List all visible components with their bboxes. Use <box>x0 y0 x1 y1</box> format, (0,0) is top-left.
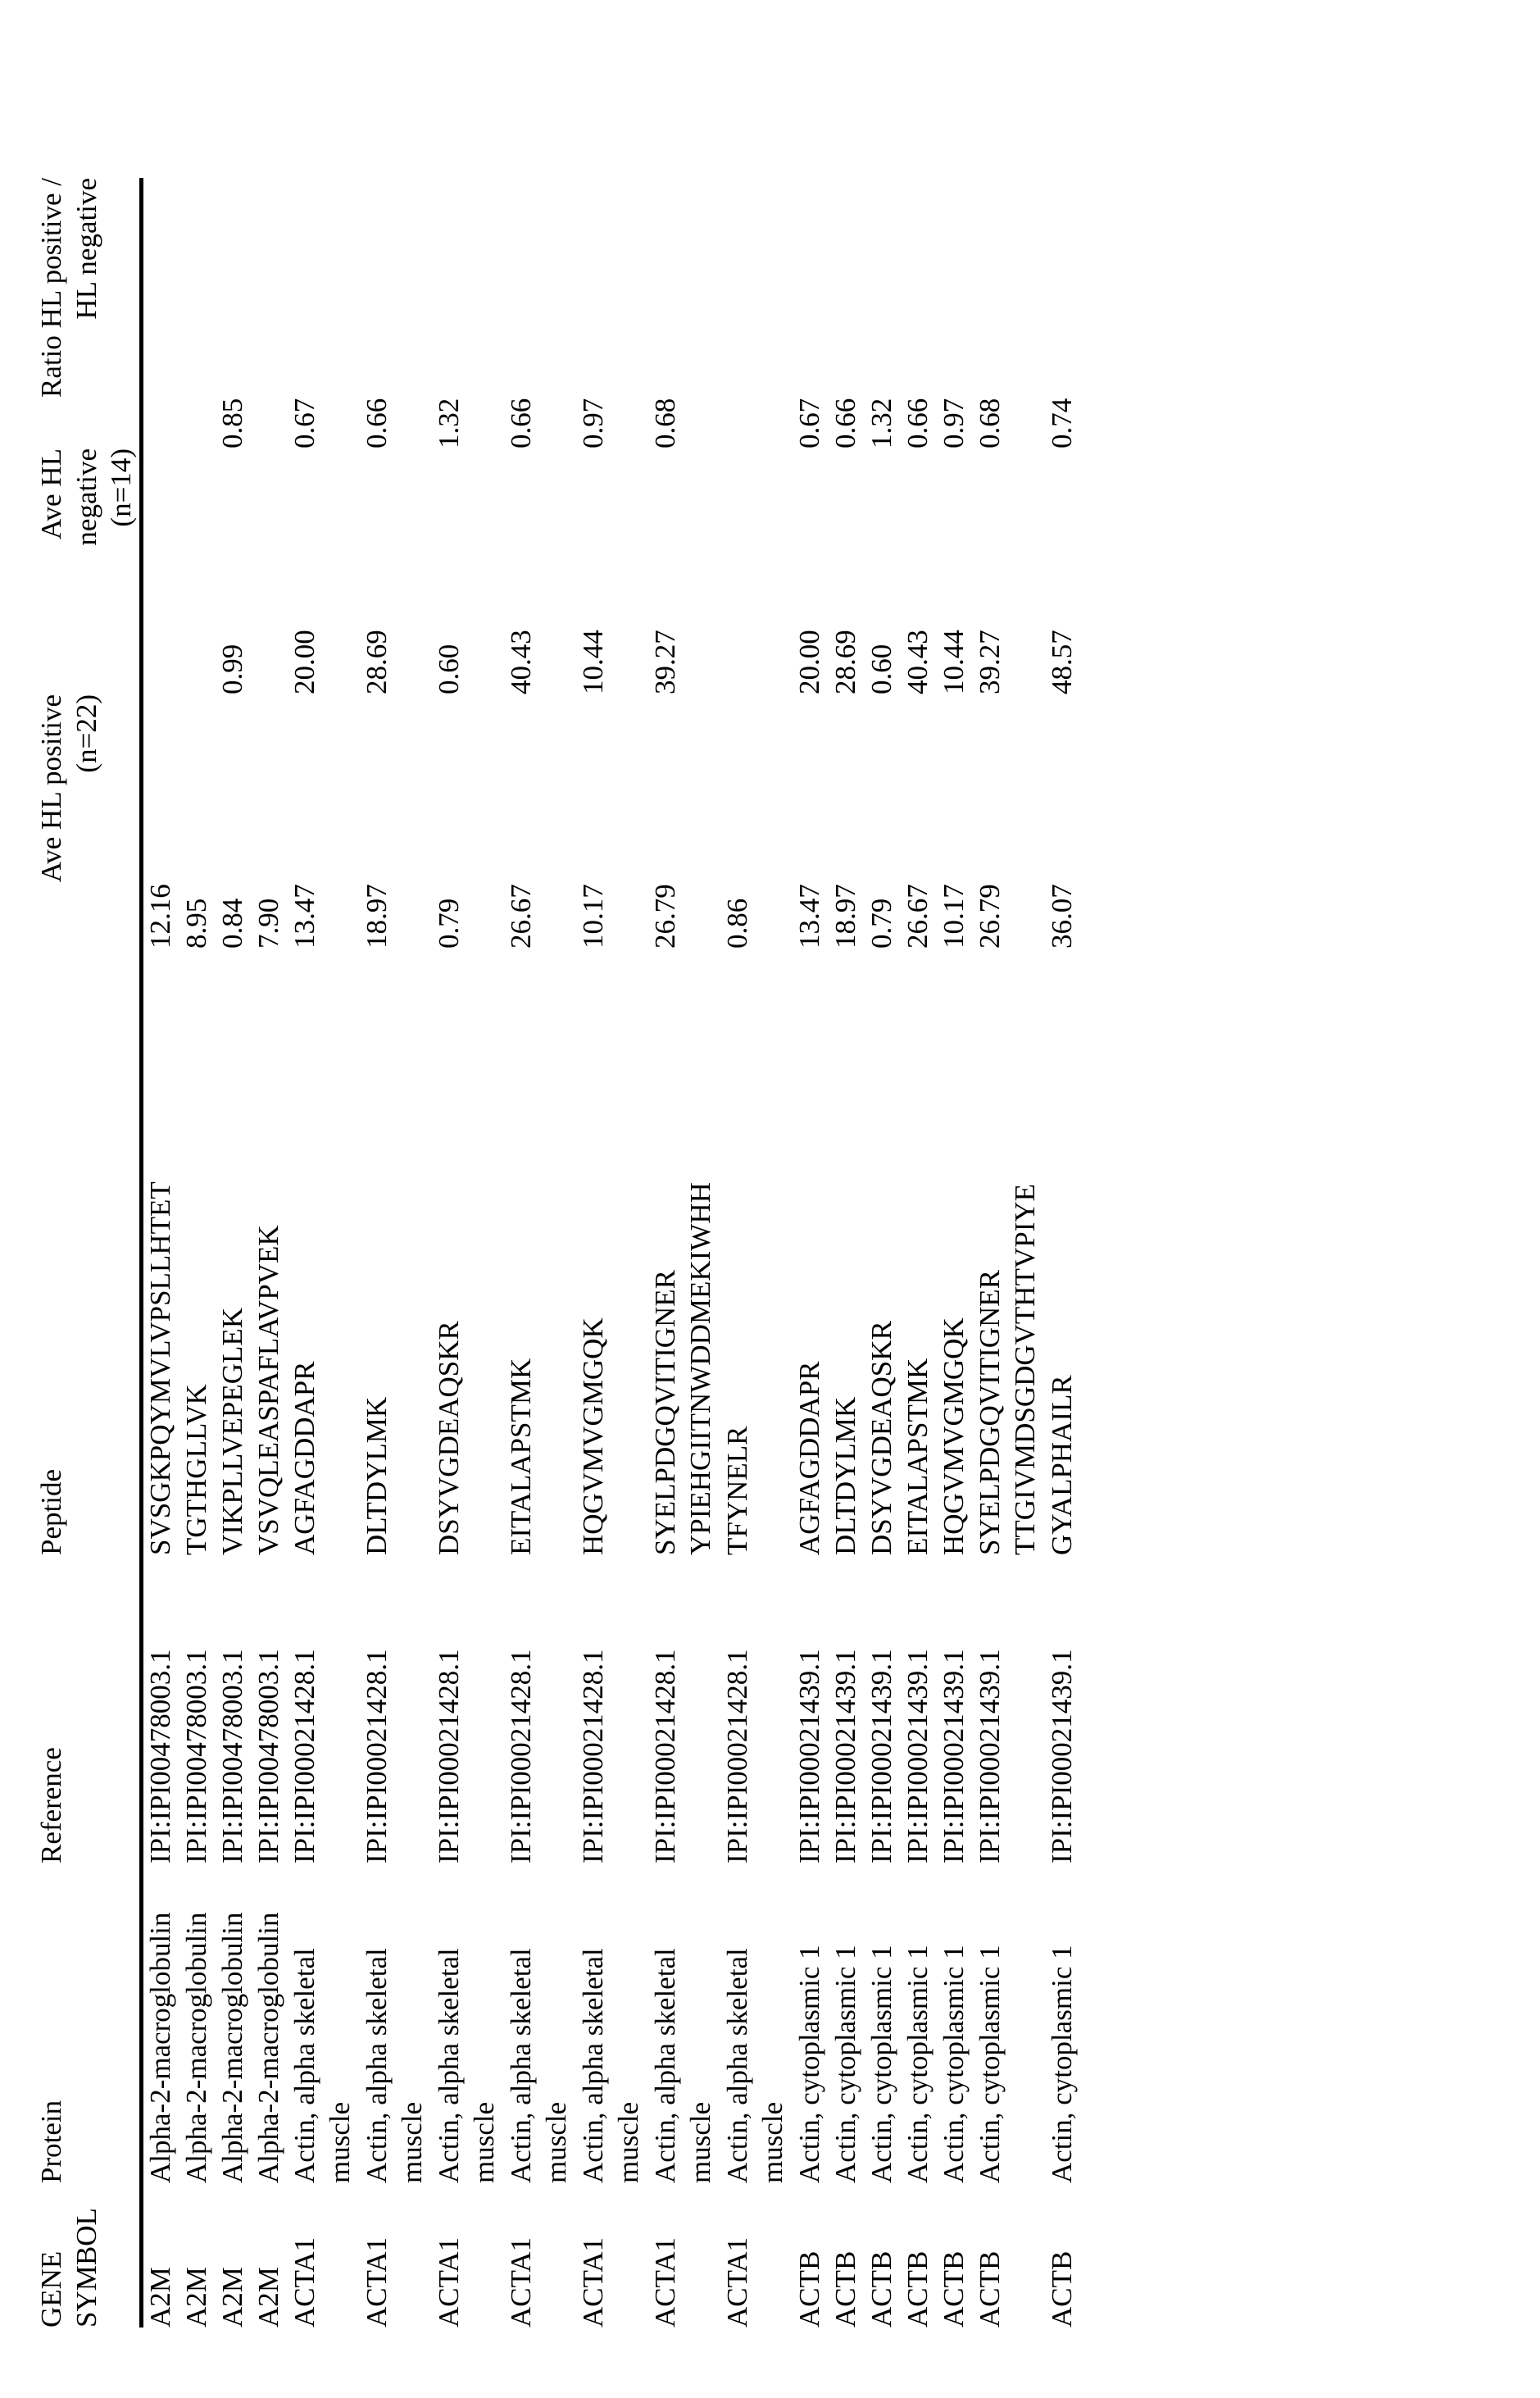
cell-peptide-text: AGFAGDDAPR <box>288 1361 321 1555</box>
cell-ave-hl-positive-text: 7.90 <box>252 898 285 949</box>
cell-ratio-text: 1.32 <box>865 398 898 448</box>
cell-protein <box>829 1863 865 2183</box>
cell-ave-hl-positive-text: 26.67 <box>505 884 538 949</box>
cell-ave-hl-negative <box>937 448 973 694</box>
cell-gene-symbol-text: ACTA1 <box>361 2237 393 2327</box>
column-header-ave-hl-negative-line2: negative <box>70 448 102 546</box>
table-row <box>973 178 1045 2327</box>
cell-gene-symbol <box>720 2183 793 2327</box>
column-header-ave-hl-negative <box>34 448 142 694</box>
cell-peptide-text: GYALPHAILR <box>1046 1375 1079 1555</box>
cell-ave-hl-positive <box>720 694 793 949</box>
cell-gene-symbol <box>288 2183 360 2327</box>
table-header-row <box>34 178 142 2327</box>
cell-ave-hl-positive-text: 18.97 <box>829 884 862 949</box>
cell-peptide-text: VIKPLLVEPEGLEK <box>216 1307 249 1555</box>
cell-protein-text: Actin, alpha skeletal muscle <box>505 1948 572 2183</box>
cell-peptide-line: SYELPDGQVITIGNER <box>974 1269 1006 1555</box>
cell-gene-symbol <box>829 2183 865 2327</box>
cell-ave-hl-negative <box>288 448 360 694</box>
cell-gene-symbol <box>432 2183 504 2327</box>
cell-ratio <box>793 178 829 448</box>
cell-peptide <box>576 949 648 1555</box>
cell-gene-symbol-text: ACTA1 <box>721 2237 754 2327</box>
cell-ave-hl-negative-text: 39.27 <box>649 630 682 694</box>
table-row <box>865 178 901 2327</box>
cell-protein-text: Actin, cytoplasmic 1 <box>865 1945 898 2183</box>
cell-ratio <box>1045 178 1081 448</box>
cell-ave-hl-negative-text: 20.00 <box>288 630 321 694</box>
cell-ratio-text: 0.66 <box>361 398 393 448</box>
cell-ave-hl-negative <box>829 448 865 694</box>
cell-peptide <box>793 949 829 1555</box>
cell-gene-symbol-text: ACTB <box>974 2250 1006 2327</box>
cell-ratio <box>432 178 504 448</box>
cell-gene-symbol <box>937 2183 973 2327</box>
cell-reference <box>720 1555 793 1863</box>
cell-ave-hl-positive-text: 26.67 <box>902 884 934 949</box>
cell-gene-symbol-text: ACTB <box>865 2250 898 2327</box>
cell-ave-hl-positive <box>576 694 648 949</box>
cell-ave-hl-negative-text: 28.69 <box>829 630 862 694</box>
cell-protein-text: Actin, cytoplasmic 1 <box>902 1945 934 2183</box>
cell-ave-hl-negative-text: 20.00 <box>793 630 826 694</box>
cell-ave-hl-negative <box>973 448 1045 694</box>
table-row <box>793 178 829 2327</box>
cell-ave-hl-positive <box>1045 694 1081 949</box>
cell-ratio-text: 0.97 <box>577 398 610 448</box>
cell-ave-hl-negative-text: 40.43 <box>505 630 538 694</box>
cell-gene-symbol <box>793 2183 829 2327</box>
cell-protein <box>252 1863 288 2183</box>
cell-reference-text: IPI:IPI00021439.1 <box>793 1649 826 1863</box>
column-header-ave-hl-negative-line3: (n=14) <box>105 448 138 527</box>
cell-peptide <box>937 949 973 1555</box>
cell-ratio-text: 0.74 <box>1046 398 1079 448</box>
column-header-reference <box>34 1555 142 1863</box>
cell-protein <box>179 1863 216 2183</box>
cell-gene-symbol-text: A2M <box>216 2267 249 2327</box>
cell-ave-hl-negative <box>1045 448 1081 694</box>
cell-protein-text: Alpha-2-macroglobulin <box>144 1912 177 2183</box>
cell-reference-text: IPI:IPI00021428.1 <box>505 1649 538 1863</box>
cell-ave-hl-positive <box>829 694 865 949</box>
cell-gene-symbol <box>142 2183 180 2327</box>
cell-ave-hl-negative <box>216 448 252 694</box>
cell-reference-text: IPI:IPI00021428.1 <box>649 1649 682 1863</box>
cell-gene-symbol <box>1045 2183 1081 2327</box>
cell-protein-text: Actin, cytoplasmic 1 <box>974 1945 1006 2183</box>
cell-peptide-text: TGTHGLLVK <box>180 1384 213 1555</box>
cell-ratio <box>179 178 216 448</box>
cell-ave-hl-positive <box>142 694 180 949</box>
cell-peptide <box>179 949 216 1555</box>
cell-gene-symbol-text: ACTA1 <box>288 2237 321 2327</box>
cell-reference-text: IPI:IPI00021428.1 <box>361 1649 393 1863</box>
cell-ave-hl-positive-text: 0.86 <box>721 898 754 949</box>
cell-ave-hl-positive-text: 26.79 <box>649 884 682 949</box>
cell-reference <box>793 1555 829 1863</box>
cell-ave-hl-positive <box>216 694 252 949</box>
cell-ave-hl-positive <box>252 694 288 949</box>
cell-peptide <box>504 949 576 1555</box>
cell-ave-hl-positive-text: 0.84 <box>216 898 249 949</box>
table-header <box>34 178 142 2327</box>
table-row <box>576 178 648 2327</box>
table-row <box>432 178 504 2327</box>
cell-ave-hl-negative-text: 48.57 <box>1046 630 1079 694</box>
cell-protein <box>576 1863 648 2183</box>
cell-peptide-text: HQGVMVGMGQK <box>938 1317 970 1555</box>
cell-ratio-text: 0.67 <box>793 398 826 448</box>
cell-ave-hl-positive <box>360 694 432 949</box>
column-header-peptide-line1: Peptide <box>35 1469 67 1555</box>
cell-ratio <box>829 178 865 448</box>
cell-peptide <box>252 949 288 1555</box>
cell-peptide <box>216 949 252 1555</box>
cell-protein-text: Actin, cytoplasmic 1 <box>829 1945 862 2183</box>
cell-peptide-text: DLTDYLMK <box>829 1396 862 1555</box>
cell-protein <box>432 1863 504 2183</box>
table-row <box>216 178 252 2327</box>
cell-peptide <box>865 949 901 1555</box>
cell-protein <box>142 1863 180 2183</box>
table-row <box>720 178 793 2327</box>
column-header-ave-hl-positive-line2: (n=22) <box>70 694 102 773</box>
column-header-ave-hl-positive-line1: Ave HL positive <box>35 694 67 883</box>
column-header-gene-symbol-line1: GENE <box>35 2250 67 2327</box>
cell-ratio <box>720 178 793 448</box>
cell-protein <box>973 1863 1045 2183</box>
cell-ave-hl-negative-text: 10.44 <box>938 630 970 694</box>
cell-gene-symbol <box>901 2183 937 2327</box>
cell-ave-hl-positive <box>432 694 504 949</box>
cell-peptide-line: TTGIVMDSGDGVTHTVPIYE <box>1008 1183 1041 1555</box>
cell-ratio <box>504 178 576 448</box>
table-row <box>504 178 576 2327</box>
cell-ratio-text: 0.85 <box>216 398 249 448</box>
table-row <box>252 178 288 2327</box>
cell-peptide-text: EITALAPSTMK <box>505 1358 538 1555</box>
column-header-ave-hl-positive <box>34 694 142 949</box>
cell-ratio <box>252 178 288 448</box>
cell-peptide-text: SVSGKPQYMVLVPSLLHTET <box>144 1181 177 1555</box>
cell-reference <box>865 1555 901 1863</box>
cell-ave-hl-negative <box>142 448 180 694</box>
cell-peptide-line: YPIEHGIITNWDDMEKIWHH <box>684 1182 716 1555</box>
cell-protein <box>901 1863 937 2183</box>
cell-ave-hl-positive-text: 10.17 <box>938 884 970 949</box>
cell-reference <box>432 1555 504 1863</box>
cell-gene-symbol <box>252 2183 288 2327</box>
cell-peptide <box>901 949 937 1555</box>
cell-reference-text: IPI:IPI00021439.1 <box>865 1649 898 1863</box>
cell-ave-hl-positive <box>179 694 216 949</box>
table-row <box>288 178 360 2327</box>
cell-ave-hl-negative <box>648 448 720 694</box>
cell-reference <box>142 1555 180 1863</box>
cell-peptide-line: SYELPDGQVITIGNER <box>649 1269 682 1555</box>
cell-reference <box>901 1555 937 1863</box>
cell-gene-symbol-text: ACTA1 <box>505 2237 538 2327</box>
column-header-ratio-line2: HL negative <box>70 178 102 320</box>
cell-protein <box>1045 1863 1081 2183</box>
table-row <box>142 178 180 2327</box>
cell-ave-hl-positive <box>504 694 576 949</box>
cell-ratio-text: 0.66 <box>505 398 538 448</box>
table-row <box>179 178 216 2327</box>
cell-protein <box>504 1863 576 2183</box>
cell-ratio <box>360 178 432 448</box>
cell-gene-symbol <box>865 2183 901 2327</box>
cell-ratio-text: 0.68 <box>974 398 1006 448</box>
cell-ave-hl-negative <box>720 448 793 694</box>
cell-reference-text: IPI:IPI00478003.1 <box>144 1649 177 1863</box>
cell-protein <box>937 1863 973 2183</box>
cell-reference-text: IPI:IPI00021428.1 <box>288 1649 321 1863</box>
cell-reference <box>937 1555 973 1863</box>
cell-ratio <box>973 178 1045 448</box>
cell-ratio <box>937 178 973 448</box>
cell-ave-hl-negative-text: 0.60 <box>865 644 898 694</box>
cell-peptide-text: AGFAGDDAPR <box>793 1361 826 1555</box>
cell-protein <box>288 1863 360 2183</box>
cell-ratio-text: 0.66 <box>902 398 934 448</box>
cell-ave-hl-positive-text: 36.07 <box>1046 884 1079 949</box>
cell-ave-hl-negative <box>901 448 937 694</box>
table-row <box>648 178 720 2327</box>
table-row <box>937 178 973 2327</box>
cell-peptide <box>360 949 432 1555</box>
table-row <box>901 178 937 2327</box>
cell-gene-symbol <box>973 2183 1045 2327</box>
cell-protein-text: Alpha-2-macroglobulin <box>216 1912 249 2183</box>
cell-protein-text: Actin, alpha skeletal muscle <box>721 1948 788 2183</box>
cell-reference-text: IPI:IPI00478003.1 <box>216 1649 249 1863</box>
cell-protein-text: Actin, alpha skeletal muscle <box>361 1948 428 2183</box>
cell-reference-text: IPI:IPI00021439.1 <box>1046 1649 1079 1863</box>
cell-protein-text: Alpha-2-macroglobulin <box>180 1912 213 2183</box>
cell-reference-text: IPI:IPI00021439.1 <box>829 1649 862 1863</box>
cell-ave-hl-positive-text: 26.79 <box>974 884 1006 949</box>
cell-ave-hl-negative <box>360 448 432 694</box>
cell-gene-symbol-text: ACTB <box>902 2250 934 2327</box>
cell-peptide <box>288 949 360 1555</box>
cell-gene-symbol <box>179 2183 216 2327</box>
cell-ave-hl-positive <box>901 694 937 949</box>
table-row <box>360 178 432 2327</box>
cell-protein-text: Actin, cytoplasmic 1 <box>793 1945 826 2183</box>
cell-ave-hl-positive-text: 8.95 <box>180 898 213 949</box>
cell-gene-symbol <box>576 2183 648 2327</box>
cell-reference <box>288 1555 360 1863</box>
cell-protein-text: Actin, cytoplasmic 1 <box>938 1945 970 2183</box>
cell-reference-text: IPI:IPI00021428.1 <box>721 1649 754 1863</box>
cell-reference-text: IPI:IPI00021428.1 <box>577 1649 610 1863</box>
table-row <box>829 178 865 2327</box>
cell-ave-hl-positive <box>937 694 973 949</box>
cell-ratio <box>216 178 252 448</box>
cell-reference <box>973 1555 1045 1863</box>
cell-gene-symbol-text: A2M <box>144 2267 177 2327</box>
cell-protein-text: Alpha-2-macroglobulin <box>252 1912 285 2183</box>
cell-ratio-text: 0.66 <box>829 398 862 448</box>
column-header-peptide <box>34 949 142 1555</box>
cell-ave-hl-positive <box>793 694 829 949</box>
column-header-gene-symbol <box>34 2183 142 2327</box>
cell-ave-hl-positive-text: 13.47 <box>288 884 321 949</box>
cell-ave-hl-positive <box>973 694 1045 949</box>
cell-ratio <box>648 178 720 448</box>
cell-peptide-text: TFYNELR <box>721 1426 754 1555</box>
cell-peptide <box>648 949 720 1555</box>
cell-gene-symbol <box>648 2183 720 2327</box>
cell-peptide <box>142 949 180 1555</box>
cell-ave-hl-negative <box>865 448 901 694</box>
cell-ave-hl-negative-text: 40.43 <box>902 630 934 694</box>
cell-gene-symbol <box>216 2183 252 2327</box>
cell-ratio-text: 0.67 <box>288 398 321 448</box>
cell-peptide <box>432 949 504 1555</box>
cell-peptide <box>1045 949 1081 1555</box>
cell-gene-symbol-text: ACTA1 <box>433 2237 466 2327</box>
cell-ave-hl-positive-text: 0.79 <box>865 898 898 949</box>
cell-ratio <box>576 178 648 448</box>
cell-ratio-text: 1.32 <box>433 398 466 448</box>
cell-gene-symbol-text: ACTB <box>793 2250 826 2327</box>
cell-peptide-text: HQGVMVGMGQK <box>577 1317 610 1555</box>
cell-protein-text: Actin, alpha skeletal muscle <box>649 1948 716 2183</box>
cell-reference <box>829 1555 865 1863</box>
cell-ave-hl-positive <box>288 694 360 949</box>
cell-ave-hl-negative <box>576 448 648 694</box>
cell-protein-text: Actin, cytoplasmic 1 <box>1046 1945 1079 2183</box>
cell-protein-text: Actin, alpha skeletal muscle <box>577 1948 644 2183</box>
cell-ave-hl-negative <box>179 448 216 694</box>
cell-peptide-text: DLTDYLMK <box>361 1396 393 1555</box>
column-header-ratio-line1: Ratio HL positive / <box>35 178 67 398</box>
cell-ave-hl-positive-text: 13.47 <box>793 884 826 949</box>
cell-gene-symbol-text: A2M <box>180 2267 213 2327</box>
column-header-protein-line1: Protein <box>35 2100 67 2183</box>
table-body <box>142 178 1082 2327</box>
cell-protein <box>720 1863 793 2183</box>
cell-ratio <box>142 178 180 448</box>
cell-ratio <box>865 178 901 448</box>
cell-ave-hl-negative-text: 0.60 <box>433 644 466 694</box>
cell-peptide <box>973 949 1045 1555</box>
table-row <box>1045 178 1081 2327</box>
cell-reference-text: IPI:IPI00021428.1 <box>433 1649 466 1863</box>
cell-reference-text: IPI:IPI00478003.1 <box>180 1649 213 1863</box>
column-header-protein <box>34 1863 142 2183</box>
cell-protein <box>793 1863 829 2183</box>
cell-ave-hl-positive <box>865 694 901 949</box>
cell-gene-symbol-text: A2M <box>252 2267 285 2327</box>
cell-gene-symbol <box>504 2183 576 2327</box>
cell-gene-symbol-text: ACTB <box>1046 2250 1079 2327</box>
column-header-gene-symbol-line2: SYMBOL <box>70 2208 102 2327</box>
cell-peptide-text: EITALAPSTMK <box>902 1358 934 1555</box>
cell-ave-hl-negative-text: 0.99 <box>216 644 249 694</box>
cell-peptide <box>720 949 793 1555</box>
cell-ave-hl-negative <box>432 448 504 694</box>
cell-reference <box>179 1555 216 1863</box>
cell-protein-text: Actin, alpha skeletal muscle <box>288 1948 356 2183</box>
cell-ave-hl-negative-text: 39.27 <box>974 630 1006 694</box>
cell-peptide-text: DSYVGDEAQSKR <box>433 1321 466 1555</box>
cell-protein <box>648 1863 720 2183</box>
cell-peptide <box>829 949 865 1555</box>
cell-peptide-text: DSYVGDEAQSKR <box>865 1321 898 1555</box>
cell-ratio-text: 0.68 <box>649 398 682 448</box>
cell-ratio <box>901 178 937 448</box>
cell-reference-text: IPI:IPI00021439.1 <box>902 1649 934 1863</box>
cell-ratio <box>288 178 360 448</box>
column-header-ratio <box>34 178 142 448</box>
column-header-reference-line1: Reference <box>35 1747 67 1863</box>
cell-gene-symbol <box>360 2183 432 2327</box>
cell-protein <box>865 1863 901 2183</box>
cell-reference <box>216 1555 252 1863</box>
cell-reference <box>504 1555 576 1863</box>
cell-ave-hl-positive-text: 12.16 <box>144 884 177 949</box>
cell-gene-symbol-text: ACTB <box>938 2250 970 2327</box>
cell-gene-symbol-text: ACTA1 <box>577 2237 610 2327</box>
cell-ave-hl-positive <box>648 694 720 949</box>
cell-ave-hl-positive-text: 18.97 <box>361 884 393 949</box>
cell-reference <box>576 1555 648 1863</box>
cell-protein <box>360 1863 432 2183</box>
cell-ave-hl-negative-text: 28.69 <box>361 630 393 694</box>
cell-ave-hl-positive-text: 0.79 <box>433 898 466 949</box>
cell-protein-text: Actin, alpha skeletal muscle <box>433 1948 500 2183</box>
cell-reference <box>648 1555 720 1863</box>
cell-ave-hl-negative-text: 10.44 <box>577 630 610 694</box>
cell-reference <box>1045 1555 1081 1863</box>
cell-gene-symbol-text: ACTB <box>829 2250 862 2327</box>
cell-ave-hl-negative <box>252 448 288 694</box>
cell-ave-hl-negative <box>793 448 829 694</box>
proteomics-data-table <box>34 178 1081 2327</box>
column-header-ave-hl-negative-line1: Ave HL <box>35 448 67 540</box>
cell-ave-hl-negative <box>504 448 576 694</box>
cell-protein <box>216 1863 252 2183</box>
cell-reference <box>252 1555 288 1863</box>
cell-reference-text: IPI:IPI00021439.1 <box>974 1649 1006 1863</box>
cell-reference-text: IPI:IPI00021439.1 <box>938 1649 970 1863</box>
cell-reference <box>360 1555 432 1863</box>
cell-peptide-text: VSVQLEASPAFLAVPVEK <box>252 1225 285 1555</box>
cell-gene-symbol-text: ACTA1 <box>649 2237 682 2327</box>
cell-ave-hl-positive-text: 10.17 <box>577 884 610 949</box>
cell-reference-text: IPI:IPI00478003.1 <box>252 1649 285 1863</box>
cell-ratio-text: 0.97 <box>938 398 970 448</box>
